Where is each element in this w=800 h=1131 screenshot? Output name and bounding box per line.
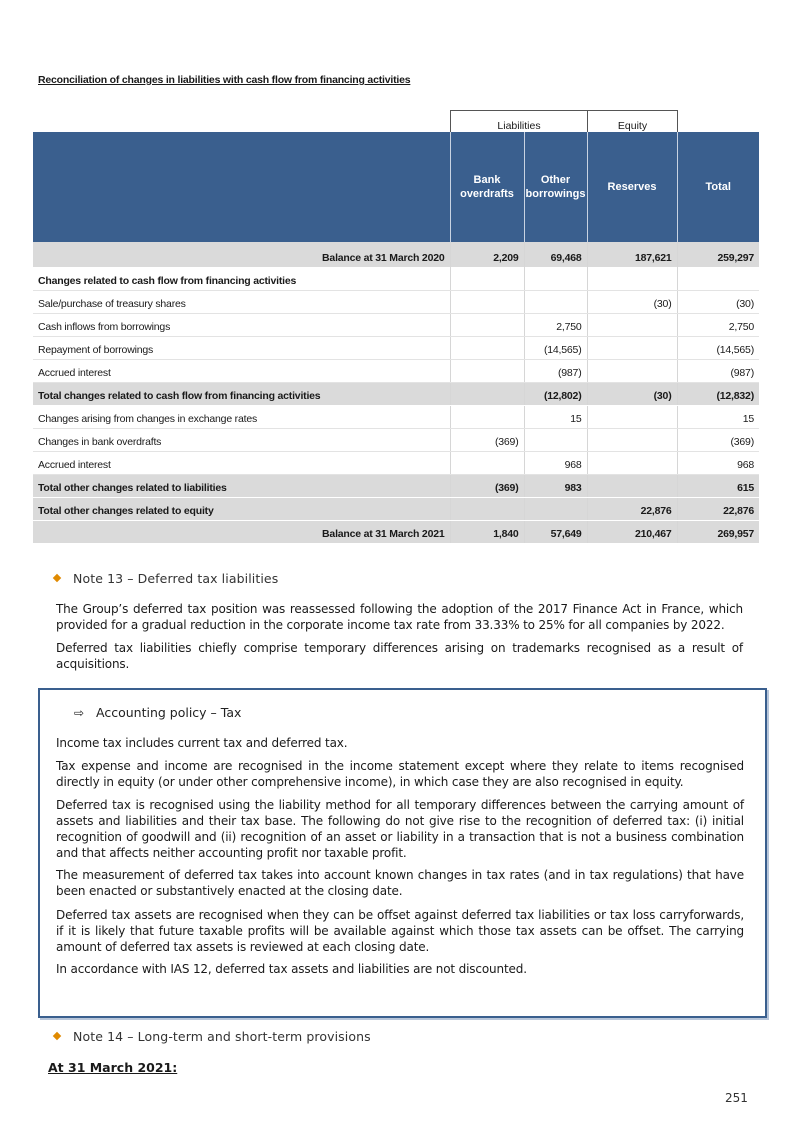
table-row-total-equity: Total other changes related to equity 22,876 22,876: [33, 497, 759, 520]
policy-paragraph-2: Tax expense and income are recognised in the income statement except where they relate to items recognised directly in equity (or under other comprehensive income), in which case they are also recognised in equity.: [56, 759, 744, 789]
note14-subheading: At 31 March 2021:: [48, 1060, 178, 1075]
accounting-policy-box: [38, 688, 767, 1018]
reconciliation-table: [33, 132, 759, 543]
table-row: Accrued interest 968 968: [33, 451, 759, 474]
page-number: 251: [725, 1091, 748, 1105]
diamond-bullet-icon: [53, 1032, 61, 1040]
table-row-total-liabilities: Total other changes related to liabilities (369) 983 615: [33, 474, 759, 497]
note13-paragraph-2: Deferred tax liabilities chiefly comprise temporary differences arising on trademarks recognised as a result of acquisitions.: [56, 641, 743, 671]
table-row: Sale/purchase of treasury shares (30) (30): [33, 290, 759, 313]
policy-paragraph-6: In accordance with IAS 12, deferred tax assets and liabilities are not discounted.: [56, 962, 527, 976]
policy-paragraph-1: Income tax includes current tax and deferred tax.: [56, 736, 348, 750]
table-row: Repayment of borrowings (14,565) (14,565): [33, 336, 759, 359]
note13-heading: Note 13 – Deferred tax liabilities: [54, 571, 278, 586]
policy-title: ⇨ Accounting policy – Tax: [74, 705, 242, 720]
table-row: Accrued interest (987) (987): [33, 359, 759, 382]
liabilities-group-header: Liabilities: [450, 110, 588, 132]
equity-group-header: Equity: [587, 110, 678, 132]
note14-heading: Note 14 – Long-term and short-term provisions: [54, 1029, 371, 1044]
column-header-reserves: Reserves: [587, 132, 677, 242]
policy-paragraph-5: Deferred tax assets are recognised when they can be offset against deferred tax liabilities or tax loss carryforwards, if it is likely that future taxable profits will be available against which those tax assets can be offset. The carrying amount of deferred tax assets is reviewed at each closing date.: [56, 908, 744, 954]
header-blank-cell: [33, 132, 450, 242]
table-row: Changes arising from changes in exchange rates 15 15: [33, 405, 759, 428]
table-row-opening-balance: Balance at 31 March 2020 2,209 69,468 187,621 259,297: [33, 242, 759, 267]
table-header-row: [33, 132, 759, 242]
column-header-other-borrowings: Other borrowings: [524, 132, 587, 242]
arrow-right-icon: ⇨: [74, 706, 85, 720]
table-row: Cash inflows from borrowings 2,750 2,750: [33, 313, 759, 336]
policy-paragraph-4: The measurement of deferred tax takes into account known changes in tax rates (and in tax regulations) that have been enacted or substantively enacted at the closing date.: [56, 868, 744, 898]
table-row-section-heading: Changes related to cash flow from financing activities: [33, 267, 759, 290]
column-header-total: Total: [677, 132, 759, 242]
table-row-closing-balance: Balance at 31 March 2021 1,840 57,649 210,467 269,957: [33, 520, 759, 543]
note13-paragraph-1: The Group’s deferred tax position was reassessed following the adoption of the 2017 Finance Act in France, which provided for a gradual reduction in the corporate income tax rate from 33.33% to 25% for all companies by 2022.: [56, 602, 743, 632]
diamond-bullet-icon: [53, 574, 61, 582]
table-row-total-financing: Total changes related to cash flow from financing activities (12,802) (30) (12,832): [33, 382, 759, 405]
column-header-bank-overdrafts: Bank overdrafts: [450, 132, 524, 242]
policy-paragraph-3: Deferred tax is recognised using the liability method for all temporary differences between the carrying amount of assets and liabilities and their tax base. The following do not give rise to the recognition of deferred tax: (i) initial recognition of goodwill and (ii) recognition of an asset or liability in a transaction that is not a business combination and that affects neither accounting profit nor taxable profit.: [56, 798, 744, 860]
reconciliation-title: Reconciliation of changes in liabilities with cash flow from financing activities: [38, 74, 411, 86]
table-row: Changes in bank overdrafts (369) (369): [33, 428, 759, 451]
